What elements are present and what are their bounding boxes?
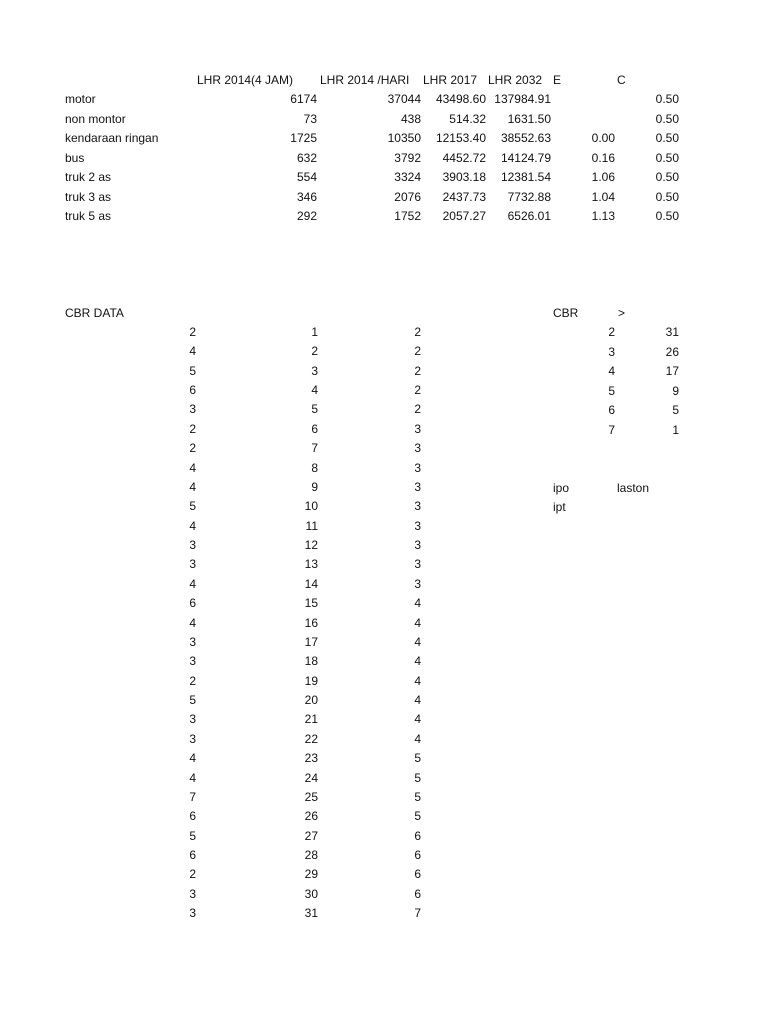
header-lhr-2014-hari: LHR 2014 /HARI	[320, 73, 410, 87]
cbr-data-col2-cell: 17	[304, 634, 318, 649]
cbr-data-col3-cell: 6	[414, 847, 421, 862]
cbr-data-col2-cell: 14	[304, 576, 318, 591]
cbr-data-col1-cell: 3	[189, 634, 196, 649]
cbr-data-col1-cell: 4	[189, 518, 196, 533]
lhr-row-c: 0.50	[655, 150, 679, 165]
cbr-summary-cbr: 2	[608, 325, 615, 339]
lhr-row-lhr4: 292	[296, 209, 317, 223]
cbr-data-col1-cell: 3	[189, 538, 196, 553]
lhr-row-lhr2032: 7732.88	[507, 189, 551, 204]
cbr-summary-header: CBR	[553, 306, 579, 320]
cbr-data-col1-cell: 6	[189, 847, 196, 862]
cbr-data-col1-cell: 5	[189, 363, 196, 378]
cbr-data-col2-cell: 9	[311, 479, 318, 494]
cbr-data-col2-cell: 23	[304, 751, 318, 766]
cbr-data-col3-cell: 2	[414, 363, 421, 378]
lhr-row-lhr2017: 2437.73	[442, 189, 486, 204]
cbr-data-col3-cell: 3	[414, 441, 421, 456]
lhr-row-e: 0.16	[591, 150, 615, 165]
cbr-data-col1-cell: 5	[189, 693, 196, 708]
cbr-data-col2-cell: 2	[311, 344, 318, 359]
note-ipo: ipo	[553, 481, 570, 495]
cbr-summary-count: 1	[672, 422, 679, 437]
header-c: C	[617, 73, 626, 87]
lhr-row-lhr4: 632	[296, 150, 317, 165]
cbr-data-col3-cell: 3	[414, 421, 421, 436]
lhr-row-c: 0.50	[655, 209, 679, 223]
cbr-data-col2-cell: 1	[311, 325, 318, 339]
cbr-data-col2-cell: 30	[304, 886, 318, 901]
lhr-row-e: 1.06	[591, 170, 615, 184]
cbr-data-col3-cell: 6	[414, 886, 421, 901]
cbr-data-col3-cell: 6	[414, 828, 421, 843]
cbr-data-col2-cell: 18	[304, 654, 318, 669]
cbr-data-col3-cell: 3	[414, 576, 421, 591]
cbr-data-col2-cell: 3	[311, 363, 318, 378]
cbr-data-col1-cell: 3	[189, 402, 196, 417]
cbr-data-col1-cell: 3	[189, 557, 196, 572]
cbr-data-col3-cell: 5	[414, 789, 421, 804]
cbr-data-col3-cell: 4	[414, 634, 421, 649]
cbr-data-col3-cell: 4	[414, 693, 421, 708]
lhr-row-lhr2032: 14124.79	[500, 150, 551, 165]
cbr-data-col2-cell: 19	[304, 673, 318, 688]
lhr-row-lhrday: 3324	[394, 170, 421, 184]
lhr-row-c: 0.50	[655, 131, 679, 145]
cbr-data-col3-cell: 3	[414, 518, 421, 533]
cbr-data-col3-cell: 3	[414, 460, 421, 475]
lhr-row-label: motor	[65, 92, 96, 106]
lhr-row-c: 0.50	[655, 170, 679, 184]
lhr-row-e: 0.00	[591, 131, 615, 145]
cbr-data-col2-cell: 27	[304, 828, 318, 843]
lhr-row-lhr2032: 38552.63	[500, 131, 551, 145]
note-laston: laston	[617, 481, 650, 495]
cbr-data-col3-cell: 4	[414, 712, 421, 727]
cbr-data-col3-cell: 3	[414, 557, 421, 572]
cbr-data-col1-cell: 6	[189, 809, 196, 824]
lhr-row-lhr4: 73	[303, 111, 317, 126]
lhr-row-lhr2017: 12153.40	[435, 131, 486, 145]
lhr-row-e: 1.04	[591, 189, 615, 204]
lhr-row-lhr4: 554	[296, 170, 317, 184]
header-lhr-2017: LHR 2017	[423, 73, 478, 87]
cbr-data-col3-cell: 5	[414, 809, 421, 824]
cbr-data-col3-cell: 3	[414, 479, 421, 494]
cbr-data-col3-cell: 7	[414, 906, 421, 921]
cbr-data-col1-cell: 6	[189, 383, 196, 398]
header-e: E	[553, 73, 562, 87]
note-ipt: ipt	[553, 500, 566, 514]
cbr-summary-count: 17	[665, 364, 679, 378]
lhr-row-lhrday: 37044	[387, 92, 421, 106]
cbr-data-col1-cell: 2	[189, 867, 196, 882]
lhr-row-lhr2017: 2057.27	[442, 209, 486, 223]
lhr-row-lhr4: 6174	[290, 92, 317, 106]
cbr-data-col1-cell: 3	[189, 731, 196, 746]
cbr-summary-count: 9	[672, 383, 679, 398]
cbr-data-col1-cell: 2	[189, 325, 196, 339]
cbr-data-col1-cell: 5	[189, 828, 196, 843]
lhr-row-lhrday: 10350	[387, 131, 421, 145]
cbr-data-col3-cell: 4	[414, 596, 421, 611]
cbr-data-col1-cell: 4	[189, 770, 196, 785]
cbr-data-col2-cell: 4	[311, 383, 318, 398]
cbr-summary-count: 31	[665, 325, 679, 339]
lhr-row-label: truk 3 as	[65, 189, 112, 204]
cbr-summary-cbr: 7	[608, 422, 615, 437]
cbr-data-col1-cell: 4	[189, 751, 196, 766]
lhr-row-lhrday: 2076	[394, 189, 421, 204]
cbr-data-col1-cell: 4	[189, 460, 196, 475]
cbr-data-col2-cell: 13	[304, 557, 318, 572]
lhr-row-lhr2032: 137984.91	[494, 92, 551, 106]
cbr-data-col3-cell: 5	[414, 751, 421, 766]
cbr-data-col3-cell: 4	[414, 654, 421, 669]
cbr-summary-cbr: 5	[608, 383, 615, 398]
header-lhr-2032: LHR 2032	[488, 73, 543, 87]
lhr-row-lhr4: 1725	[290, 131, 317, 145]
cbr-data-col1-cell: 6	[189, 596, 196, 611]
cbr-data-col3-cell: 2	[414, 383, 421, 398]
cbr-data-col3-cell: 2	[414, 344, 421, 359]
cbr-data-col2-cell: 7	[311, 441, 318, 456]
cbr-data-col1-cell: 4	[189, 615, 196, 630]
lhr-row-c: 0.50	[655, 92, 679, 106]
cbr-data-col2-cell: 31	[304, 906, 318, 921]
lhr-row-label: truk 5 as	[65, 209, 112, 223]
header-lhr-2014-4jam: LHR 2014(4 JAM)	[197, 73, 294, 87]
cbr-data-col2-cell: 15	[304, 596, 318, 611]
lhr-row-lhr2032: 1631.50	[507, 111, 551, 126]
cbr-data-col2-cell: 29	[304, 867, 318, 882]
cbr-data-col2-cell: 24	[304, 770, 318, 785]
cbr-summary-cbr: 4	[608, 364, 615, 378]
cbr-data-col1-cell: 4	[189, 479, 196, 494]
cbr-data-col2-cell: 8	[311, 460, 318, 475]
cbr-data-col1-cell: 3	[189, 712, 196, 727]
lhr-row-lhr2017: 514.32	[449, 111, 486, 126]
cbr-data-col2-cell: 26	[304, 809, 318, 824]
cbr-data-col3-cell: 2	[414, 402, 421, 417]
lhr-row-label: kendaraan ringan	[65, 131, 159, 145]
cbr-data-col2-cell: 22	[304, 731, 318, 746]
cbr-data-col3-cell: 5	[414, 770, 421, 785]
lhr-row-lhr2017: 43498.60	[435, 92, 486, 106]
lhr-row-lhr4: 346	[296, 189, 317, 204]
cbr-data-col1-cell: 5	[189, 499, 196, 514]
lhr-row-label: bus	[65, 150, 85, 165]
cbr-data-col3-cell: 2	[414, 325, 421, 339]
cbr-data-col1-cell: 4	[189, 344, 196, 359]
lhr-row-lhrday: 1752	[394, 209, 421, 223]
lhr-row-lhr2032: 12381.54	[500, 170, 551, 184]
cbr-data-col2-cell: 10	[304, 499, 318, 514]
lhr-row-label: non montor	[65, 111, 126, 126]
cbr-data-col3-cell: 4	[414, 731, 421, 746]
cbr-summary-cbr: 6	[608, 403, 615, 417]
lhr-row-lhrday: 438	[400, 111, 421, 126]
cbr-data-col2-cell: 11	[305, 518, 318, 533]
cbr-data-col3-cell: 3	[414, 499, 421, 514]
cbr-data-col1-cell: 3	[189, 906, 196, 921]
cbr-data-col3-cell: 4	[414, 673, 421, 688]
lhr-row-lhr2017: 4452.72	[442, 150, 486, 165]
cbr-data-col2-cell: 5	[311, 402, 318, 417]
cbr-data-col2-cell: 16	[304, 615, 318, 630]
cbr-data-col1-cell: 2	[189, 441, 196, 456]
lhr-row-lhrday: 3792	[394, 150, 421, 165]
cbr-summary-count: 5	[672, 403, 679, 417]
lhr-row-e: 1.13	[591, 209, 615, 223]
cbr-summary-count: 26	[665, 344, 679, 359]
cbr-summary-cbr: 3	[608, 344, 615, 359]
cbr-data-col1-cell: 2	[189, 421, 196, 436]
cbr-data-col3-cell: 3	[414, 538, 421, 553]
cbr-data-col1-cell: 7	[189, 789, 196, 804]
cbr-data-col2-cell: 12	[304, 538, 318, 553]
cbr-data-col1-cell: 4	[189, 576, 196, 591]
lhr-row-lhr2032: 6526.01	[507, 209, 551, 223]
cbr-data-col2-cell: 25	[304, 789, 318, 804]
cbr-data-col2-cell: 28	[304, 847, 318, 862]
cbr-summary-gt-header: >	[618, 306, 626, 320]
cbr-data-col2-cell: 6	[311, 421, 318, 436]
lhr-row-label: truk 2 as	[65, 170, 112, 184]
cbr-data-title: CBR DATA	[65, 306, 124, 320]
cbr-data-col1-cell: 2	[189, 673, 196, 688]
cbr-data-col3-cell: 6	[414, 867, 421, 882]
cbr-data-col1-cell: 3	[189, 886, 196, 901]
cbr-data-col2-cell: 21	[304, 712, 318, 727]
lhr-row-lhr2017: 3903.18	[442, 170, 486, 184]
cbr-data-col3-cell: 4	[414, 615, 421, 630]
cbr-data-col1-cell: 3	[189, 654, 196, 669]
lhr-row-c: 0.50	[655, 111, 679, 126]
lhr-row-c: 0.50	[655, 189, 679, 204]
cbr-data-col2-cell: 20	[304, 693, 318, 708]
